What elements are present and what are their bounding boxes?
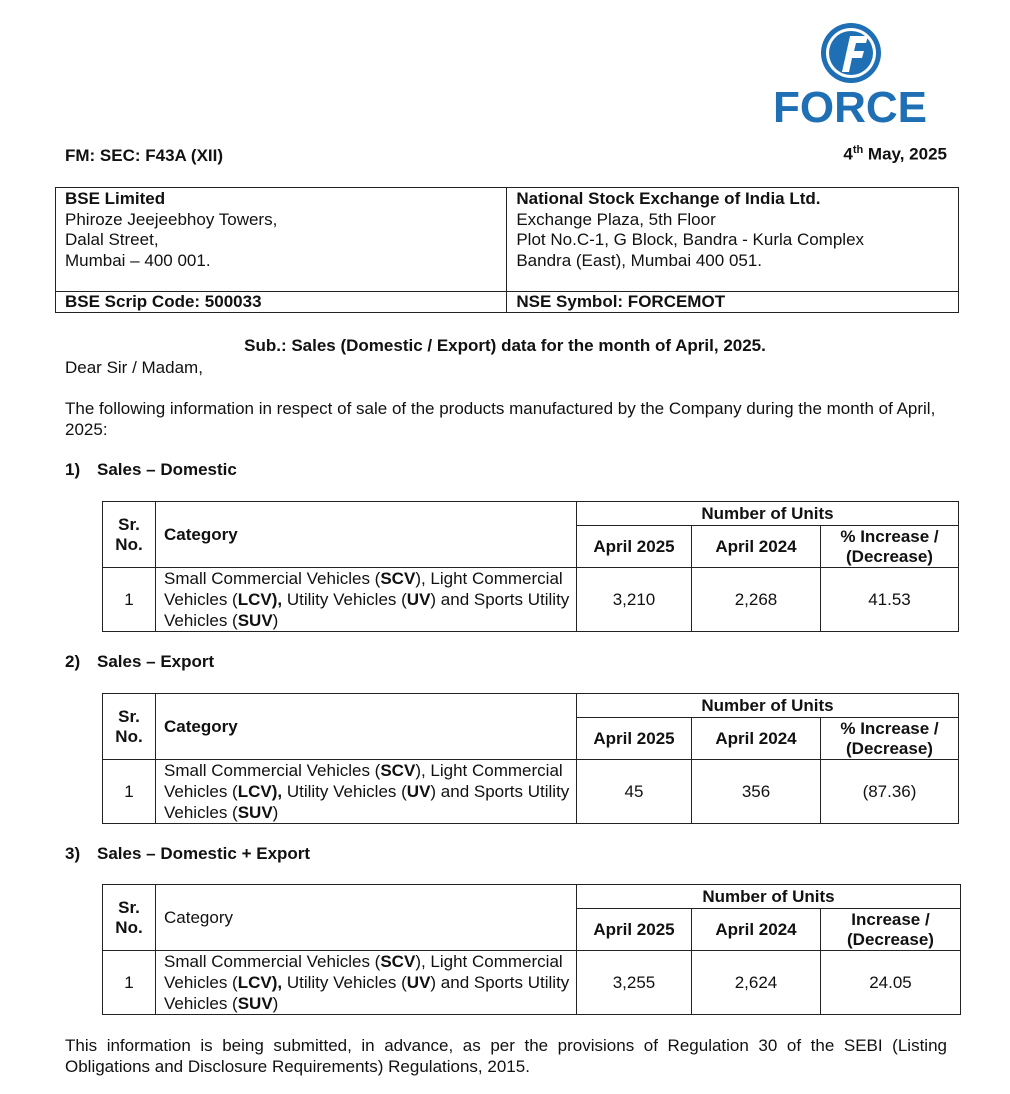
sr-no-header: Sr. No.: [103, 502, 156, 568]
units-header: Number of Units: [577, 694, 959, 718]
category-cell: Small Commercial Vehicles (SCV), Light Commercial Vehicles (LCV), Utility Vehicles (UV) and Sports Utility Vehicles (SUV): [156, 951, 577, 1015]
category-cell: Small Commercial Vehicles (SCV), Light Commercial Vehicles (LCV), Utility Vehicles (UV) and Sports Utility Vehicles (SUV): [156, 760, 577, 824]
addressee-table: [55, 187, 959, 313]
table-row: [103, 568, 959, 632]
company-logo: [750, 20, 950, 130]
logo-wordmark: FORCE: [773, 83, 927, 132]
value-change: (87.36): [821, 760, 959, 824]
col-april-2024: April 2024: [692, 718, 821, 760]
category-header: Category: [156, 502, 577, 568]
col-april-2024: April 2024: [692, 909, 821, 951]
sr-cell: 1: [103, 760, 156, 824]
col-change: Increase / (Decrease): [821, 909, 961, 951]
value-april-2024: 356: [692, 760, 821, 824]
section-heading: 1) Sales – Domestic: [65, 460, 237, 479]
col-april-2025: April 2025: [577, 526, 692, 568]
value-change: 41.53: [821, 568, 959, 632]
sales-table-export: [102, 693, 959, 824]
value-april-2025: 3,210: [577, 568, 692, 632]
units-header: Number of Units: [577, 885, 961, 909]
nse-symbol: NSE Symbol: FORCEMOT: [507, 292, 959, 313]
section-heading: 2) Sales – Export: [65, 652, 215, 671]
intro-paragraph: The following information in respect of sale of the products manufactured by the Company during the month of April, 2025:: [65, 399, 936, 439]
sales-table-total: [102, 884, 961, 1015]
value-april-2024: 2,624: [692, 951, 821, 1015]
value-change: 24.05: [821, 951, 961, 1015]
table-row: [103, 951, 961, 1015]
category-cell: Small Commercial Vehicles (SCV), Light Commercial Vehicles (LCV), Utility Vehicles (UV) and Sports Utility Vehicles (SUV): [156, 568, 577, 632]
category-header: Category: [156, 885, 577, 951]
bse-address: BSE Limited Phiroze Jeejeebhoy Towers, Dalal Street, Mumbai – 400 001.: [56, 188, 507, 292]
sales-table-domestic: [102, 501, 959, 632]
col-change: % Increase / (Decrease): [821, 526, 959, 568]
category-header: Category: [156, 694, 577, 760]
value-april-2025: 45: [577, 760, 692, 824]
col-change: % Increase / (Decrease): [821, 718, 959, 760]
value-april-2025: 3,255: [577, 951, 692, 1015]
section-heading: 3) Sales – Domestic + Export: [65, 844, 311, 863]
units-header: Number of Units: [577, 502, 959, 526]
col-april-2025: April 2025: [577, 718, 692, 760]
sr-no-header: Sr. No.: [103, 694, 156, 760]
salutation: Dear Sir / Madam,: [65, 358, 203, 377]
reference-number: FM: SEC: F43A (XII): [65, 146, 224, 165]
sr-no-header: Sr. No.: [103, 885, 156, 951]
col-april-2025: April 2025: [577, 909, 692, 951]
bse-scrip-code: BSE Scrip Code: 500033: [56, 292, 507, 313]
closing-paragraph: This information is being submitted, in advance, as per the provisions of Regulation 30 of the SEBI (Listing Obligations and Disclosure Requirements) Regulations, 2015.: [65, 1036, 947, 1076]
force-emblem-icon: [750, 20, 950, 90]
letter-date: 4th May, 2025: [843, 144, 947, 164]
col-april-2024: April 2024: [692, 526, 821, 568]
subject-line: Sub.: Sales (Domestic / Export) data for the month of April, 2025.: [244, 336, 766, 355]
sr-cell: 1: [103, 951, 156, 1015]
table-row: [103, 760, 959, 824]
nse-address: National Stock Exchange of India Ltd. Exchange Plaza, 5th Floor Plot No.C-1, G Block, Bandra - Kurla Complex Bandra (East), Mumbai 400 051.: [507, 188, 959, 292]
sr-cell: 1: [103, 568, 156, 632]
value-april-2024: 2,268: [692, 568, 821, 632]
